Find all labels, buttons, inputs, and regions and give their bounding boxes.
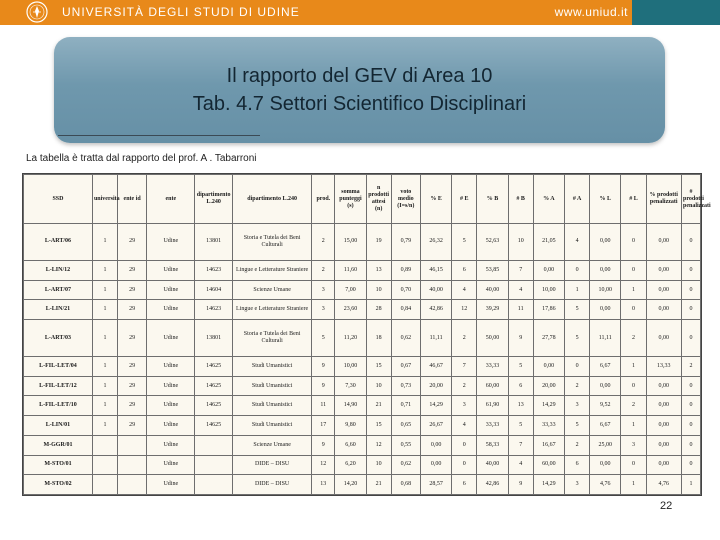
table-cell: 0 bbox=[682, 435, 701, 455]
table-cell: 40,00 bbox=[477, 455, 508, 475]
table-cell: 52,63 bbox=[477, 224, 508, 261]
table-cell: 13 bbox=[508, 396, 533, 416]
table-cell: 7,30 bbox=[335, 376, 366, 396]
table-cell: 4 bbox=[508, 455, 533, 475]
table-cell: 3 bbox=[621, 435, 646, 455]
table-row bbox=[24, 435, 701, 455]
column-header: % B bbox=[477, 175, 508, 224]
table-cell: 5 bbox=[508, 416, 533, 436]
table-caption: La tabella è tratta dal rapporto del prof. A . Tabarroni bbox=[26, 153, 257, 164]
table-cell: 0 bbox=[621, 376, 646, 396]
university-name: UNIVERSITÀ DEGLI STUDI DI UDINE bbox=[62, 5, 300, 19]
table-cell: 13,33 bbox=[646, 357, 682, 377]
table-cell: 1 bbox=[565, 280, 590, 300]
table-cell: 0,62 bbox=[391, 455, 420, 475]
table-cell: 0 bbox=[621, 455, 646, 475]
table-cell: 50,00 bbox=[477, 320, 508, 357]
table-cell: 14623 bbox=[195, 300, 233, 320]
table-cell: 12 bbox=[366, 435, 391, 455]
table-cell: 0 bbox=[682, 280, 701, 300]
table-cell: 11 bbox=[312, 396, 335, 416]
table-cell: 0,00 bbox=[420, 455, 451, 475]
table-cell: 0,71 bbox=[391, 396, 420, 416]
table-cell: 0 bbox=[682, 320, 701, 357]
table-cell: 42,86 bbox=[420, 300, 451, 320]
column-header: voto medio (I=s/n) bbox=[391, 175, 420, 224]
table-cell: 26,32 bbox=[420, 224, 451, 261]
table-cell: 0,00 bbox=[590, 224, 621, 261]
table-cell: 0,89 bbox=[391, 260, 420, 280]
table-cell: 14,29 bbox=[533, 475, 564, 495]
table-row bbox=[24, 416, 701, 436]
table-cell: 29 bbox=[118, 416, 147, 436]
table-cell: 1 bbox=[92, 416, 117, 436]
table-cell: 3 bbox=[565, 396, 590, 416]
table-cell bbox=[195, 455, 233, 475]
table-cell: Udine bbox=[147, 280, 195, 300]
table-cell: 28 bbox=[366, 300, 391, 320]
table-cell: 14,90 bbox=[335, 396, 366, 416]
table-cell: Udine bbox=[147, 376, 195, 396]
table-cell: 12 bbox=[452, 300, 477, 320]
table-cell: 29 bbox=[118, 224, 147, 261]
table-cell: 2 bbox=[452, 320, 477, 357]
table-cell: 3 bbox=[312, 300, 335, 320]
table-cell: 0,62 bbox=[391, 320, 420, 357]
table-cell: Scienze Umane bbox=[232, 435, 311, 455]
table-cell: 0,00 bbox=[420, 435, 451, 455]
table-row bbox=[24, 475, 701, 495]
table-cell: M-GGR/01 bbox=[24, 435, 93, 455]
column-header: # prodotti penalizzati bbox=[682, 175, 701, 224]
table-cell: Udine bbox=[147, 357, 195, 377]
table-cell: 7,00 bbox=[335, 280, 366, 300]
table-cell: 1 bbox=[621, 416, 646, 436]
table-row bbox=[24, 260, 701, 280]
table-cell: 3 bbox=[565, 475, 590, 495]
table-cell: 33,33 bbox=[533, 416, 564, 436]
column-header: somma punteggi (s) bbox=[335, 175, 366, 224]
table-cell: 11,11 bbox=[420, 320, 451, 357]
table-cell: 4,76 bbox=[646, 475, 682, 495]
table-cell: 2 bbox=[565, 376, 590, 396]
table-cell: Storia e Tutela dei Beni Culturali bbox=[232, 320, 311, 357]
table-cell: 17 bbox=[312, 416, 335, 436]
table-cell: L-LIN/12 bbox=[24, 260, 93, 280]
header-accent bbox=[632, 0, 720, 25]
column-header: ente bbox=[147, 175, 195, 224]
table-cell: Studi Umanistici bbox=[232, 376, 311, 396]
table-cell: 10,00 bbox=[335, 357, 366, 377]
table-cell: 2 bbox=[621, 320, 646, 357]
table-cell: 15 bbox=[366, 416, 391, 436]
table-body bbox=[24, 224, 701, 495]
table-cell: 15,00 bbox=[335, 224, 366, 261]
table-cell: 3 bbox=[452, 396, 477, 416]
table-cell: 0,00 bbox=[590, 260, 621, 280]
table-cell: Udine bbox=[147, 475, 195, 495]
table-cell: 20,00 bbox=[420, 376, 451, 396]
table-cell: 0 bbox=[682, 396, 701, 416]
table-cell: 0,79 bbox=[391, 224, 420, 261]
table-cell bbox=[92, 475, 117, 495]
table-cell: 0,00 bbox=[646, 260, 682, 280]
table-cell: 5 bbox=[565, 300, 590, 320]
table-cell: 21,05 bbox=[533, 224, 564, 261]
column-header: universita bbox=[92, 175, 117, 224]
table-cell bbox=[195, 435, 233, 455]
table-cell: 0,00 bbox=[646, 300, 682, 320]
table-cell: 0,00 bbox=[646, 376, 682, 396]
table-cell: 29 bbox=[118, 300, 147, 320]
table-cell: 0 bbox=[452, 435, 477, 455]
table-cell: 14604 bbox=[195, 280, 233, 300]
table-cell: Lingue e Letterature Straniere bbox=[232, 260, 311, 280]
table-cell: 14,29 bbox=[420, 396, 451, 416]
table-cell: 61,90 bbox=[477, 396, 508, 416]
table-cell: 28,57 bbox=[420, 475, 451, 495]
table-cell: 13801 bbox=[195, 320, 233, 357]
table-cell: 5 bbox=[565, 416, 590, 436]
table-cell: 33,33 bbox=[477, 416, 508, 436]
table-cell: 9,80 bbox=[335, 416, 366, 436]
table-cell: Udine bbox=[147, 260, 195, 280]
table-cell: 21 bbox=[366, 396, 391, 416]
table-cell: 6 bbox=[452, 260, 477, 280]
table-cell: Udine bbox=[147, 435, 195, 455]
table-cell: 0,65 bbox=[391, 416, 420, 436]
table-cell: 0 bbox=[682, 455, 701, 475]
table-cell: 6 bbox=[565, 455, 590, 475]
table-cell: 60,00 bbox=[533, 455, 564, 475]
table-cell: 1 bbox=[92, 300, 117, 320]
table-cell: 13801 bbox=[195, 224, 233, 261]
table-cell: 11,11 bbox=[590, 320, 621, 357]
table-cell: 14625 bbox=[195, 357, 233, 377]
table-cell: 46,15 bbox=[420, 260, 451, 280]
table-cell: 25,00 bbox=[590, 435, 621, 455]
table-cell: 0 bbox=[621, 224, 646, 261]
column-header: ente id bbox=[118, 175, 147, 224]
table-cell: L-ART/07 bbox=[24, 280, 93, 300]
table-cell: 33,33 bbox=[477, 357, 508, 377]
table-cell: 1 bbox=[621, 280, 646, 300]
table-row bbox=[24, 224, 701, 261]
table-cell: 1 bbox=[92, 357, 117, 377]
table-cell: 6 bbox=[452, 475, 477, 495]
table-cell: 5 bbox=[312, 320, 335, 357]
table-cell: 0 bbox=[682, 376, 701, 396]
table-cell: 6,67 bbox=[590, 416, 621, 436]
table-cell: 4 bbox=[452, 280, 477, 300]
table-cell: 3 bbox=[312, 280, 335, 300]
table-cell: 14623 bbox=[195, 260, 233, 280]
table-cell: Udine bbox=[147, 320, 195, 357]
table-cell: 21 bbox=[366, 475, 391, 495]
table-cell: 7 bbox=[452, 357, 477, 377]
table-cell: Lingue e Letterature Straniere bbox=[232, 300, 311, 320]
table-cell: Udine bbox=[147, 396, 195, 416]
table-cell: 4 bbox=[565, 224, 590, 261]
table-cell: 1 bbox=[92, 260, 117, 280]
table-cell: 29 bbox=[118, 357, 147, 377]
table-cell: 1 bbox=[92, 224, 117, 261]
slide-title-line1: Il rapporto del GEV di Area 10 bbox=[226, 65, 493, 87]
table-cell: 1 bbox=[92, 280, 117, 300]
table-cell: 14,29 bbox=[533, 396, 564, 416]
table-row bbox=[24, 280, 701, 300]
table-cell: 0 bbox=[682, 300, 701, 320]
table-cell: 0,84 bbox=[391, 300, 420, 320]
table-cell: DIDE – DISU bbox=[232, 455, 311, 475]
table-header-row bbox=[24, 175, 701, 224]
table-cell: 0,55 bbox=[391, 435, 420, 455]
column-header: % E bbox=[420, 175, 451, 224]
table-cell: 2 bbox=[565, 435, 590, 455]
column-header: SSD bbox=[24, 175, 93, 224]
table-cell: 0,67 bbox=[391, 357, 420, 377]
table-cell: 0,00 bbox=[646, 455, 682, 475]
table-cell: 1 bbox=[621, 475, 646, 495]
table-cell: 0,00 bbox=[590, 455, 621, 475]
table-cell: Udine bbox=[147, 300, 195, 320]
table-cell: 6,20 bbox=[335, 455, 366, 475]
table-cell: 0,00 bbox=[646, 280, 682, 300]
table-cell: 2 bbox=[312, 260, 335, 280]
table-cell: 5 bbox=[565, 320, 590, 357]
table-cell: 6,67 bbox=[590, 357, 621, 377]
table-cell: 0 bbox=[621, 260, 646, 280]
table-cell: 19 bbox=[366, 224, 391, 261]
table-cell: 0,00 bbox=[533, 357, 564, 377]
table-cell: 0,68 bbox=[391, 475, 420, 495]
table-cell: 1 bbox=[621, 357, 646, 377]
table-cell bbox=[118, 475, 147, 495]
table-image bbox=[22, 173, 711, 496]
table-cell bbox=[118, 455, 147, 475]
table-cell: 9 bbox=[508, 475, 533, 495]
table-cell: 5 bbox=[452, 224, 477, 261]
table-cell: L-FIL-LET/12 bbox=[24, 376, 93, 396]
table-cell: 14625 bbox=[195, 376, 233, 396]
table-cell: 11,20 bbox=[335, 320, 366, 357]
table-cell: 0 bbox=[621, 300, 646, 320]
table-cell: Studi Umanistici bbox=[232, 357, 311, 377]
table-cell: 53,85 bbox=[477, 260, 508, 280]
table-cell: 1 bbox=[92, 376, 117, 396]
column-header: dipartimento L.240 bbox=[232, 175, 311, 224]
table-cell: 2 bbox=[312, 224, 335, 261]
column-header: % A bbox=[533, 175, 564, 224]
table-cell bbox=[195, 475, 233, 495]
column-header: prod. bbox=[312, 175, 335, 224]
table-cell: 0 bbox=[452, 455, 477, 475]
table-cell: M-STO/02 bbox=[24, 475, 93, 495]
table-cell: 4,76 bbox=[590, 475, 621, 495]
table-cell: Udine bbox=[147, 455, 195, 475]
table-cell: 29 bbox=[118, 260, 147, 280]
table-row bbox=[24, 455, 701, 475]
table-cell: 29 bbox=[118, 376, 147, 396]
slide-title-line2: Tab. 4.7 Settori Scientifico Disciplinari bbox=[192, 93, 527, 115]
title-underline bbox=[58, 135, 260, 136]
table-cell: 16,67 bbox=[533, 435, 564, 455]
table-cell: 9 bbox=[312, 376, 335, 396]
column-header: n prodotti attesi (n) bbox=[366, 175, 391, 224]
table-cell: Studi Umanistici bbox=[232, 396, 311, 416]
table-cell: 0,70 bbox=[391, 280, 420, 300]
table-cell: DIDE – DISU bbox=[232, 475, 311, 495]
table-cell: 14625 bbox=[195, 396, 233, 416]
table-cell: 10 bbox=[366, 455, 391, 475]
table-cell: 13 bbox=[312, 475, 335, 495]
table-cell bbox=[92, 435, 117, 455]
column-header: # E bbox=[452, 175, 477, 224]
table-cell: 23,60 bbox=[335, 300, 366, 320]
header-bar bbox=[0, 0, 720, 25]
table-cell: 0 bbox=[682, 260, 701, 280]
table-cell: 6 bbox=[508, 376, 533, 396]
table-cell: 12 bbox=[312, 455, 335, 475]
table-cell: 10 bbox=[366, 280, 391, 300]
table-cell: 29 bbox=[118, 320, 147, 357]
table-cell: 17,86 bbox=[533, 300, 564, 320]
table-row bbox=[24, 376, 701, 396]
table-cell: 0,00 bbox=[533, 260, 564, 280]
table-cell: 10 bbox=[366, 376, 391, 396]
column-header: % prodotti penalizzati bbox=[646, 175, 682, 224]
table-cell: 0 bbox=[565, 260, 590, 280]
table-cell: 9 bbox=[312, 357, 335, 377]
table-cell: 60,00 bbox=[477, 376, 508, 396]
table-cell: 2 bbox=[682, 357, 701, 377]
table-cell: 0 bbox=[565, 357, 590, 377]
table-row bbox=[24, 396, 701, 416]
table-cell: 9 bbox=[508, 320, 533, 357]
table-cell: 27,78 bbox=[533, 320, 564, 357]
university-url[interactable]: www.uniud.it bbox=[554, 5, 628, 19]
table-cell: 6,60 bbox=[335, 435, 366, 455]
table-cell: 7 bbox=[508, 260, 533, 280]
table-row bbox=[24, 357, 701, 377]
table-cell: 26,67 bbox=[420, 416, 451, 436]
table-cell: 2 bbox=[621, 396, 646, 416]
table-cell: 1 bbox=[92, 320, 117, 357]
column-header: % L bbox=[590, 175, 621, 224]
table-cell: 1 bbox=[92, 396, 117, 416]
table-cell: Scienze Umane bbox=[232, 280, 311, 300]
table-cell: 5 bbox=[508, 357, 533, 377]
table-cell: 9 bbox=[312, 435, 335, 455]
table-cell: M-STO/01 bbox=[24, 455, 93, 475]
table-cell: 10,00 bbox=[533, 280, 564, 300]
table-cell: Storia e Tutela dei Beni Culturali bbox=[232, 224, 311, 261]
table-cell: 0 bbox=[682, 416, 701, 436]
table-cell: 0,00 bbox=[646, 320, 682, 357]
table-cell: L-FIL-LET/10 bbox=[24, 396, 93, 416]
column-header: dipartimento L.240 bbox=[195, 175, 233, 224]
table-cell: 7 bbox=[508, 435, 533, 455]
table-cell: L-FIL-LET/04 bbox=[24, 357, 93, 377]
table-cell: 46,67 bbox=[420, 357, 451, 377]
table-cell: L-ART/03 bbox=[24, 320, 93, 357]
table-cell: 0 bbox=[682, 224, 701, 261]
table-cell: 0,00 bbox=[646, 416, 682, 436]
table-row bbox=[24, 300, 701, 320]
table-cell: 18 bbox=[366, 320, 391, 357]
table-cell: 14,20 bbox=[335, 475, 366, 495]
table-cell: 2 bbox=[452, 376, 477, 396]
table-cell: Studi Umanistici bbox=[232, 416, 311, 436]
table-cell: 15 bbox=[366, 357, 391, 377]
table-cell: 14625 bbox=[195, 416, 233, 436]
table-cell: 58,33 bbox=[477, 435, 508, 455]
column-header: # A bbox=[565, 175, 590, 224]
table-cell: 11 bbox=[508, 300, 533, 320]
column-header: # B bbox=[508, 175, 533, 224]
table-cell: L-LIN/01 bbox=[24, 416, 93, 436]
table-cell: 0,00 bbox=[590, 376, 621, 396]
table-cell: L-ART/06 bbox=[24, 224, 93, 261]
table-cell: 0,00 bbox=[646, 224, 682, 261]
table-cell: 20,00 bbox=[533, 376, 564, 396]
table-cell: 0,00 bbox=[646, 435, 682, 455]
table-cell: 42,86 bbox=[477, 475, 508, 495]
table-cell: 0,00 bbox=[646, 396, 682, 416]
table-cell: 10 bbox=[508, 224, 533, 261]
table-cell: 29 bbox=[118, 280, 147, 300]
table-cell: L-LIN/21 bbox=[24, 300, 93, 320]
table-cell: 40,00 bbox=[477, 280, 508, 300]
university-seal-icon bbox=[24, 1, 50, 23]
table-cell: 1 bbox=[682, 475, 701, 495]
table-cell: 0,73 bbox=[391, 376, 420, 396]
table-cell: 39,29 bbox=[477, 300, 508, 320]
table-cell: Udine bbox=[147, 416, 195, 436]
table-cell: Udine bbox=[147, 224, 195, 261]
table-cell: 4 bbox=[452, 416, 477, 436]
ssd-table bbox=[23, 174, 711, 495]
table-cell: 11,60 bbox=[335, 260, 366, 280]
table-cell: 4 bbox=[508, 280, 533, 300]
page-number: 22 bbox=[660, 500, 673, 512]
table-cell: 40,00 bbox=[420, 280, 451, 300]
table-cell: 9,52 bbox=[590, 396, 621, 416]
table-cell: 10,00 bbox=[590, 280, 621, 300]
table-cell bbox=[92, 455, 117, 475]
table-cell bbox=[118, 435, 147, 455]
table-row bbox=[24, 320, 701, 357]
table-cell: 13 bbox=[366, 260, 391, 280]
slide-title-box bbox=[54, 37, 665, 143]
column-header: # L bbox=[621, 175, 646, 224]
table-cell: 0,00 bbox=[590, 300, 621, 320]
table-cell: 29 bbox=[118, 396, 147, 416]
